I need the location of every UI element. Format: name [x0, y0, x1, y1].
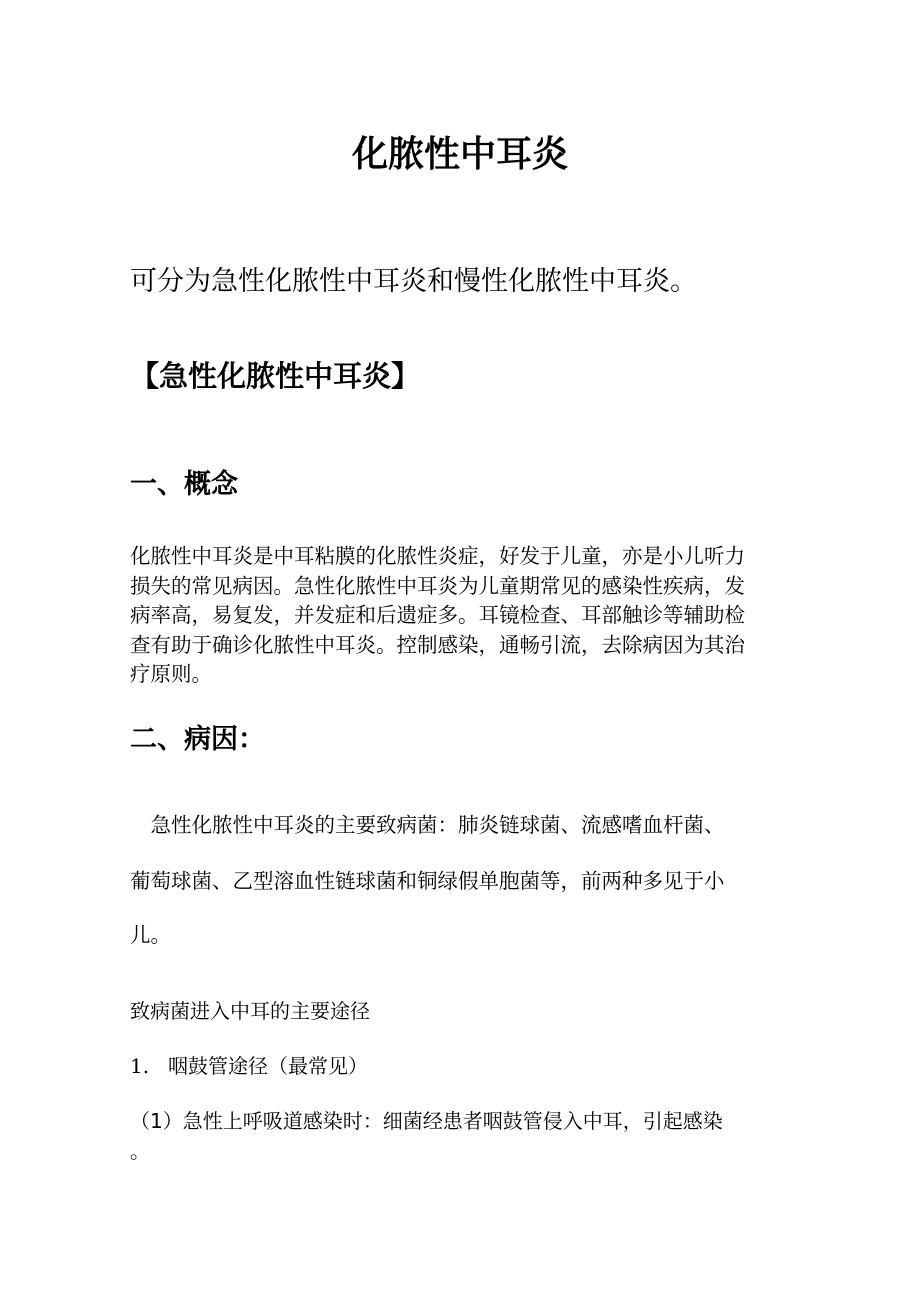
concept-line: 化脓性中耳炎是中耳粘膜的化脓性炎症，好发于儿童，亦是小儿听力 — [130, 544, 745, 568]
route-item — [130, 1051, 368, 1081]
routes-title: 致病菌进入中耳的主要途径 — [130, 999, 370, 1023]
cause-line: 急性化脓性中耳炎的主要致病菌：肺炎链球菌、流感嗜血杆菌、 — [130, 813, 725, 837]
route-subitem: （1）急性上呼吸道感染时：细菌经患者咽鼓管侵入中耳，引起感染 — [130, 1109, 723, 1133]
concept-heading: 一、概念 — [130, 469, 238, 500]
concept-paragraph — [130, 542, 780, 690]
concept-line: 查有助于确诊化脓性中耳炎。控制感染，通畅引流，去除病因为其治 — [130, 632, 745, 657]
cause-heading: 二、病因： — [130, 724, 265, 755]
cause-line: 儿。 — [130, 923, 171, 947]
section-heading: 【急性化脓性中耳炎】 — [130, 359, 421, 393]
cause-line: 葡萄球菌、乙型溶血性链球菌和铜绿假单胞菌等，前两种多见于小 — [130, 869, 725, 893]
intro-text: 可分为急性化脓性中耳炎和慢性化脓性中耳炎。 — [130, 266, 697, 297]
concept-line: 疗原则。 — [130, 662, 212, 686]
concept-line: 病率高，易复发，并发症和后遗症多。耳镜检查、耳部触诊等辅助检 — [130, 603, 745, 627]
route-number: 1. — [130, 1054, 150, 1078]
concept-line: 损失的常见病因。急性化脓性中耳炎为儿童期常见的感染性疾病，发 — [130, 573, 745, 598]
route-subitem-end: 。 — [130, 1139, 150, 1163]
route-label: 咽鼓管途径（最常见） — [168, 1054, 368, 1078]
document-title: 化脓性中耳炎 — [351, 134, 568, 175]
